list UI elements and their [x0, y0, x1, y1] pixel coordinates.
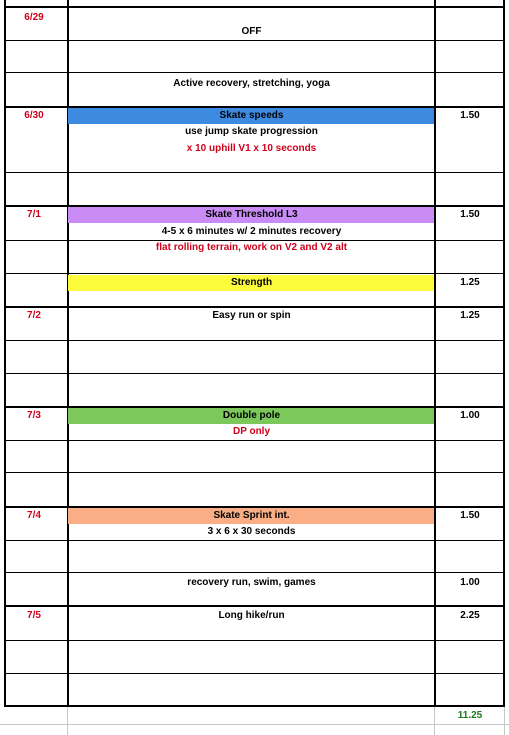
workout-title: Long hike/run [218, 610, 285, 621]
strength-label: Strength [230, 277, 273, 288]
grid-faint-line [434, 707, 435, 735]
hours-value: 2.25 [460, 610, 480, 621]
grid-hline-thin [4, 273, 505, 274]
workout-extra: recovery run, swim, games [187, 577, 316, 588]
workout-title: Skate Sprint int. [213, 510, 290, 521]
workout-label: OFF [241, 26, 262, 37]
workout-title: Skate Threshold L3 [205, 209, 298, 220]
total-hours: 11.25 [457, 710, 483, 721]
grid-hline [4, 6, 505, 8]
date-label: 6/30 [24, 110, 44, 121]
workout-note: x 10 uphill V1 x 10 seconds [186, 143, 317, 154]
grid-hline-thin [4, 640, 505, 641]
date-label: 6/29 [24, 12, 44, 23]
date-label: 7/1 [27, 209, 41, 220]
grid-hline [4, 705, 505, 707]
grid-hline-thin [4, 72, 505, 73]
workout-title: Double pole [222, 410, 281, 421]
grid-hline-thin [4, 540, 505, 541]
grid-hline-thin [4, 572, 505, 573]
hours-value: 1.00 [460, 577, 480, 588]
workout-note: flat rolling terrain, work on V2 and V2 alt [155, 242, 348, 253]
grid-faint-line [0, 724, 509, 725]
workout-note: DP only [232, 426, 271, 437]
grid-hline-thin [4, 673, 505, 674]
hours-value: 1.00 [460, 410, 480, 421]
hours-value: 1.25 [460, 310, 480, 321]
grid-faint-line [504, 707, 505, 735]
hours-value: 1.50 [460, 510, 480, 521]
grid-hline-thin [4, 373, 505, 374]
grid-hline-thin [4, 40, 505, 41]
grid-hline [4, 605, 505, 607]
workout-detail: 3 x 6 x 30 seconds [207, 526, 296, 537]
workout-detail: 4-5 x 6 minutes w/ 2 minutes recovery [161, 226, 342, 237]
date-label: 7/3 [27, 410, 41, 421]
grid-hline [4, 306, 505, 308]
workout-label: Active recovery, stretching, yoga [173, 78, 330, 89]
date-label: 7/5 [27, 610, 41, 621]
date-label: 7/2 [27, 310, 41, 321]
grid-hline-thin [4, 472, 505, 473]
hours-value: 1.50 [460, 110, 480, 121]
date-label: 7/4 [27, 510, 41, 521]
grid-hline-thin [4, 440, 505, 441]
hours-value: 1.25 [460, 277, 480, 288]
grid-hline-thin [4, 340, 505, 341]
grid-faint-line [67, 707, 68, 735]
workout-title: Easy run or spin [212, 310, 291, 321]
grid-hline-thin [4, 240, 505, 241]
workout-detail: use jump skate progression [185, 126, 318, 137]
grid-hline-thin [4, 172, 505, 173]
hours-value: 1.50 [460, 209, 480, 220]
workout-title: Skate speeds [219, 110, 284, 121]
